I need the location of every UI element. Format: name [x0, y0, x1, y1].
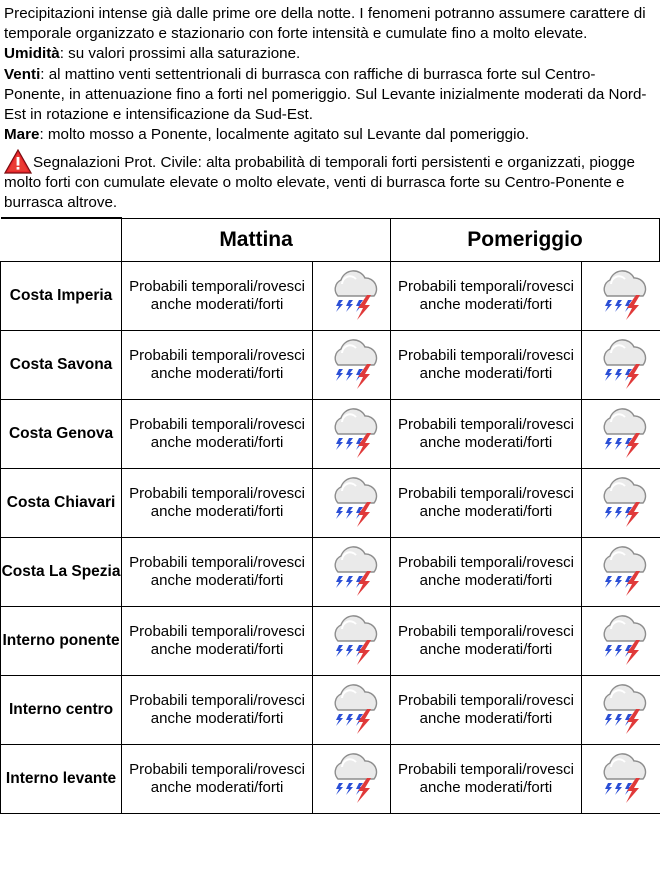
narrative-paragraph-3 — [4, 125, 654, 145]
morning-icon-cell — [313, 400, 391, 469]
afternoon-description: Probabili temporali/rovesci anche moderati/forti — [391, 676, 582, 745]
afternoon-icon-cell — [581, 400, 659, 469]
morning-icon-cell — [313, 607, 391, 676]
afternoon-description: Probabili temporali/rovesci anche moderati/forti — [391, 538, 582, 607]
afternoon-icon-cell — [581, 331, 659, 400]
thunderstorm-icon — [322, 477, 382, 529]
warning-text: alta probabilità di temporali forti persistenti e organizzati, piogge molto forti con cumulate elevate o molto elevate, venti di burrasca forte su Centro-Ponente e burrasca altrove. — [4, 153, 635, 211]
afternoon-icon-cell — [581, 607, 659, 676]
narrative-paragraph-0 — [4, 4, 654, 44]
zone-label: Costa La Spezia — [1, 538, 122, 607]
thunderstorm-icon — [322, 270, 382, 322]
zone-label: Costa Savona — [1, 331, 122, 400]
table-row — [1, 469, 660, 538]
afternoon-description: Probabili temporali/rovesci anche moderati/forti — [391, 400, 582, 469]
morning-description: Probabili temporali/rovesci anche moderati/forti — [122, 469, 313, 538]
paragraph-text: : su valori prossimi alla saturazione. — [59, 45, 301, 63]
zone-label: Costa Genova — [1, 400, 122, 469]
narrative-paragraph-1 — [4, 44, 654, 64]
zone-label: Interno levante — [1, 745, 122, 814]
thunderstorm-icon — [591, 615, 651, 667]
table-corner-cell — [1, 218, 122, 262]
thunderstorm-icon — [322, 408, 382, 460]
thunderstorm-icon — [322, 684, 382, 736]
narrative-paragraph-2 — [4, 65, 654, 126]
warning-label: Segnalazioni Prot. Civile: — [33, 153, 202, 171]
afternoon-description: Probabili temporali/rovesci anche moderati/forti — [391, 262, 582, 331]
table-row — [1, 676, 660, 745]
thunderstorm-icon — [322, 546, 382, 598]
paragraph-label: Mare — [4, 126, 40, 144]
paragraph-label: Venti — [4, 65, 41, 83]
morning-description: Probabili temporali/rovesci anche moderati/forti — [122, 331, 313, 400]
column-header-afternoon: Pomeriggio — [391, 218, 660, 262]
paragraph-text: : al mattino venti settentrionali di burrasca con raffiche di burrasca forte sul Centro-Ponente, in attenuazione fino a forti nel pomeriggio. Sul Levante inizialmente moderati da Nord-Est in rotazione e intensificazione da Sud-Est. — [4, 65, 647, 124]
morning-icon-cell — [313, 676, 391, 745]
thunderstorm-icon — [322, 339, 382, 391]
morning-description: Probabili temporali/rovesci anche moderati/forti — [122, 745, 313, 814]
zone-label: Costa Imperia — [1, 262, 122, 331]
thunderstorm-icon — [591, 339, 651, 391]
thunderstorm-icon — [591, 546, 651, 598]
thunderstorm-icon — [591, 684, 651, 736]
table-row — [1, 400, 660, 469]
morning-icon-cell — [313, 469, 391, 538]
afternoon-description: Probabili temporali/rovesci anche moderati/forti — [391, 607, 582, 676]
paragraph-text: Precipitazioni intense già dalle prime ore della notte. I fenomeni potranno assumere carattere di temporale organizzato e stazionario con forte intensità e cumulate fino a molto elevate. — [4, 5, 646, 43]
thunderstorm-icon — [591, 408, 651, 460]
morning-icon-cell — [313, 745, 391, 814]
morning-icon-cell — [313, 331, 391, 400]
morning-description: Probabili temporali/rovesci anche moderati/forti — [122, 262, 313, 331]
afternoon-icon-cell — [581, 262, 659, 331]
afternoon-icon-cell — [581, 538, 659, 607]
morning-icon-cell — [313, 262, 391, 331]
table-row — [1, 607, 660, 676]
table-row — [1, 331, 660, 400]
forecast-table — [0, 217, 660, 814]
afternoon-description: Probabili temporali/rovesci anche moderati/forti — [391, 469, 582, 538]
afternoon-description: Probabili temporali/rovesci anche moderati/forti — [391, 745, 582, 814]
zone-label: Interno ponente — [1, 607, 122, 676]
afternoon-description: Probabili temporali/rovesci anche moderati/forti — [391, 331, 582, 400]
thunderstorm-icon — [591, 270, 651, 322]
column-header-morning: Mattina — [122, 218, 391, 262]
paragraph-label: Umidità — [4, 45, 60, 63]
thunderstorm-icon — [322, 615, 382, 667]
table-row — [1, 745, 660, 814]
afternoon-icon-cell — [581, 676, 659, 745]
morning-description: Probabili temporali/rovesci anche moderati/forti — [122, 607, 313, 676]
zone-label: Interno centro — [1, 676, 122, 745]
morning-description: Probabili temporali/rovesci anche moderati/forti — [122, 538, 313, 607]
warning-triangle-icon — [4, 149, 32, 174]
thunderstorm-icon — [591, 477, 651, 529]
table-row — [1, 262, 660, 331]
thunderstorm-icon — [322, 753, 382, 805]
afternoon-icon-cell — [581, 745, 659, 814]
thunderstorm-icon — [591, 753, 651, 805]
table-header-row — [1, 218, 660, 262]
paragraph-text: : molto mosso a Ponente, localmente agitato sul Levante dal pomeriggio. — [39, 126, 530, 144]
morning-description: Probabili temporali/rovesci anche moderati/forti — [122, 400, 313, 469]
civil-protection-warning — [0, 146, 660, 216]
afternoon-icon-cell — [581, 469, 659, 538]
morning-description: Probabili temporali/rovesci anche moderati/forti — [122, 676, 313, 745]
table-row — [1, 538, 660, 607]
zone-label: Costa Chiavari — [1, 469, 122, 538]
bulletin-narrative — [0, 0, 660, 146]
morning-icon-cell — [313, 538, 391, 607]
